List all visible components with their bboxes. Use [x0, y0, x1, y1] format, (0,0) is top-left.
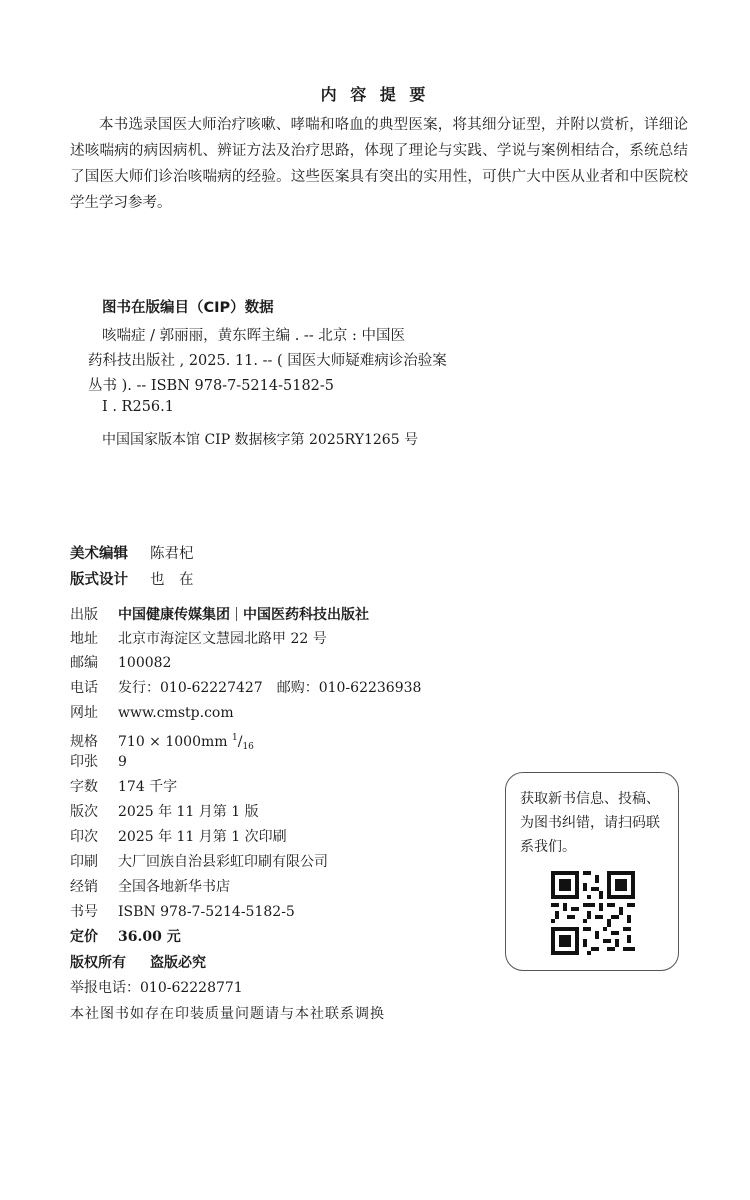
- pub-value: 9: [118, 754, 127, 770]
- copyright-value: 盗版必究: [150, 955, 206, 971]
- pub-label: 邮编: [70, 655, 98, 671]
- pub-label: 地址: [70, 631, 98, 647]
- summary-body: [70, 112, 688, 216]
- cip-line-4: Ⅰ . R256.1: [102, 399, 174, 415]
- pub-label: 印刷: [70, 854, 98, 870]
- copyright-label: 版权所有: [70, 955, 126, 971]
- cip-line-1: 咳喘症 / 郭丽丽，黄东晖主编 . -- 北京 : 中国医: [102, 328, 405, 344]
- pub-value: 发行：010-62227427 邮购：010-62236938: [118, 680, 422, 696]
- staff-art-editor: [70, 542, 194, 563]
- pub-row-publisher: [70, 604, 369, 626]
- pub-row-wordcount: [70, 776, 177, 798]
- price-label: 定价: [70, 929, 98, 945]
- staff-label: 美术编辑: [70, 546, 128, 562]
- pub-value: ISBN 978-7-5214-5182-5: [118, 904, 295, 920]
- pub-row-printer: [70, 851, 328, 873]
- quality-note: 本社图书如存在印装质量问题请与本社联系调换: [70, 1006, 385, 1022]
- pub-row-report: [70, 977, 243, 999]
- report-phone: 举报电话：010-62228771: [70, 980, 243, 996]
- pub-value: 2025 年 11 月第 1 次印刷: [118, 829, 287, 845]
- format-value: 710 × 1000mm: [118, 734, 228, 750]
- cip-heading: 图书在版编目（CIP）数据: [102, 300, 274, 316]
- pub-row-postcode: [70, 652, 171, 674]
- pub-label: 书号: [70, 904, 98, 920]
- staff-value: 陈君杞: [150, 546, 194, 562]
- pub-row-website: [70, 702, 234, 724]
- pub-row-format: 规格 710 × 1000mm $^1/_{16}$: [70, 733, 254, 752]
- staff-layout-design: [70, 568, 194, 589]
- pub-row-distributor: [70, 876, 230, 898]
- pub-value: www.cmstp.com: [118, 705, 234, 721]
- qr-code-icon: [551, 871, 635, 955]
- pub-row-phone: [70, 677, 421, 699]
- staff-value: 也 在: [150, 572, 194, 588]
- pub-row-sheets: [70, 751, 127, 773]
- pub-row-price: [70, 926, 181, 948]
- pub-value: 174 千字: [118, 779, 178, 795]
- summary-paragraph: 本书选录国医大师治疗咳嗽、哮喘和咯血的典型医案，将其细分证型，并附以赏析，详细论述咳喘病的病因病机、辨证方法及治疗思路，体现了理论与实践、学说与案例相结合，系统总结了国医大师们诊治咳喘病的经验。这些医案具有突出的实用性，可供广大中医从业者和中医院校学生学习参考。: [70, 117, 688, 211]
- divider: [236, 607, 237, 621]
- pub-label: 出版: [70, 607, 98, 623]
- pub-value: 2025 年 11 月第 1 版: [118, 804, 259, 820]
- cip-line-2: 药科技出版社 , 2025. 11. -- ( 国医大师疑难病诊治验案: [88, 353, 447, 369]
- pub-label: 印次: [70, 829, 98, 845]
- pub-label: 经销: [70, 879, 98, 895]
- format-numerator: 1: [232, 733, 238, 743]
- pub-value: 全国各地新华书店: [118, 879, 230, 895]
- pub-row-copyright: [70, 952, 206, 974]
- staff-label: 版式设计: [70, 572, 128, 588]
- publisher-group: 中国健康传媒集团: [118, 607, 230, 623]
- pub-value: 大厂回族自治县彩虹印刷有限公司: [118, 854, 328, 870]
- pub-row-edition: [70, 801, 259, 823]
- price-value: 36.00 元: [118, 929, 181, 945]
- publisher-name: 中国医药科技出版社: [243, 607, 369, 623]
- pub-value: 北京市海淀区文慧园北路甲 22 号: [118, 631, 327, 647]
- pub-row-printing: [70, 826, 287, 848]
- pub-label: 印张: [70, 754, 98, 770]
- pub-label: 版次: [70, 804, 98, 820]
- cip-line-3: 丛书 ). -- ISBN 978-7-5214-5182-5: [88, 378, 335, 394]
- cip-check-number: 中国国家版本馆 CIP 数据核字第 2025RY1265 号: [102, 432, 419, 448]
- pub-label: 电话: [70, 680, 98, 696]
- pub-label: 网址: [70, 705, 98, 721]
- pub-row-isbn: [70, 901, 295, 923]
- summary-title: 内 容 提 要: [320, 85, 430, 104]
- qr-text: 获取新书信息、投稿、为图书纠错，请扫码联系我们。: [520, 791, 660, 855]
- pub-row-address: [70, 628, 327, 650]
- pub-label: 字数: [70, 779, 98, 795]
- pub-value: 100082: [118, 655, 172, 671]
- qr-card: [505, 772, 679, 971]
- format-denominator: 16: [242, 742, 254, 752]
- pub-label: 规格: [70, 734, 98, 750]
